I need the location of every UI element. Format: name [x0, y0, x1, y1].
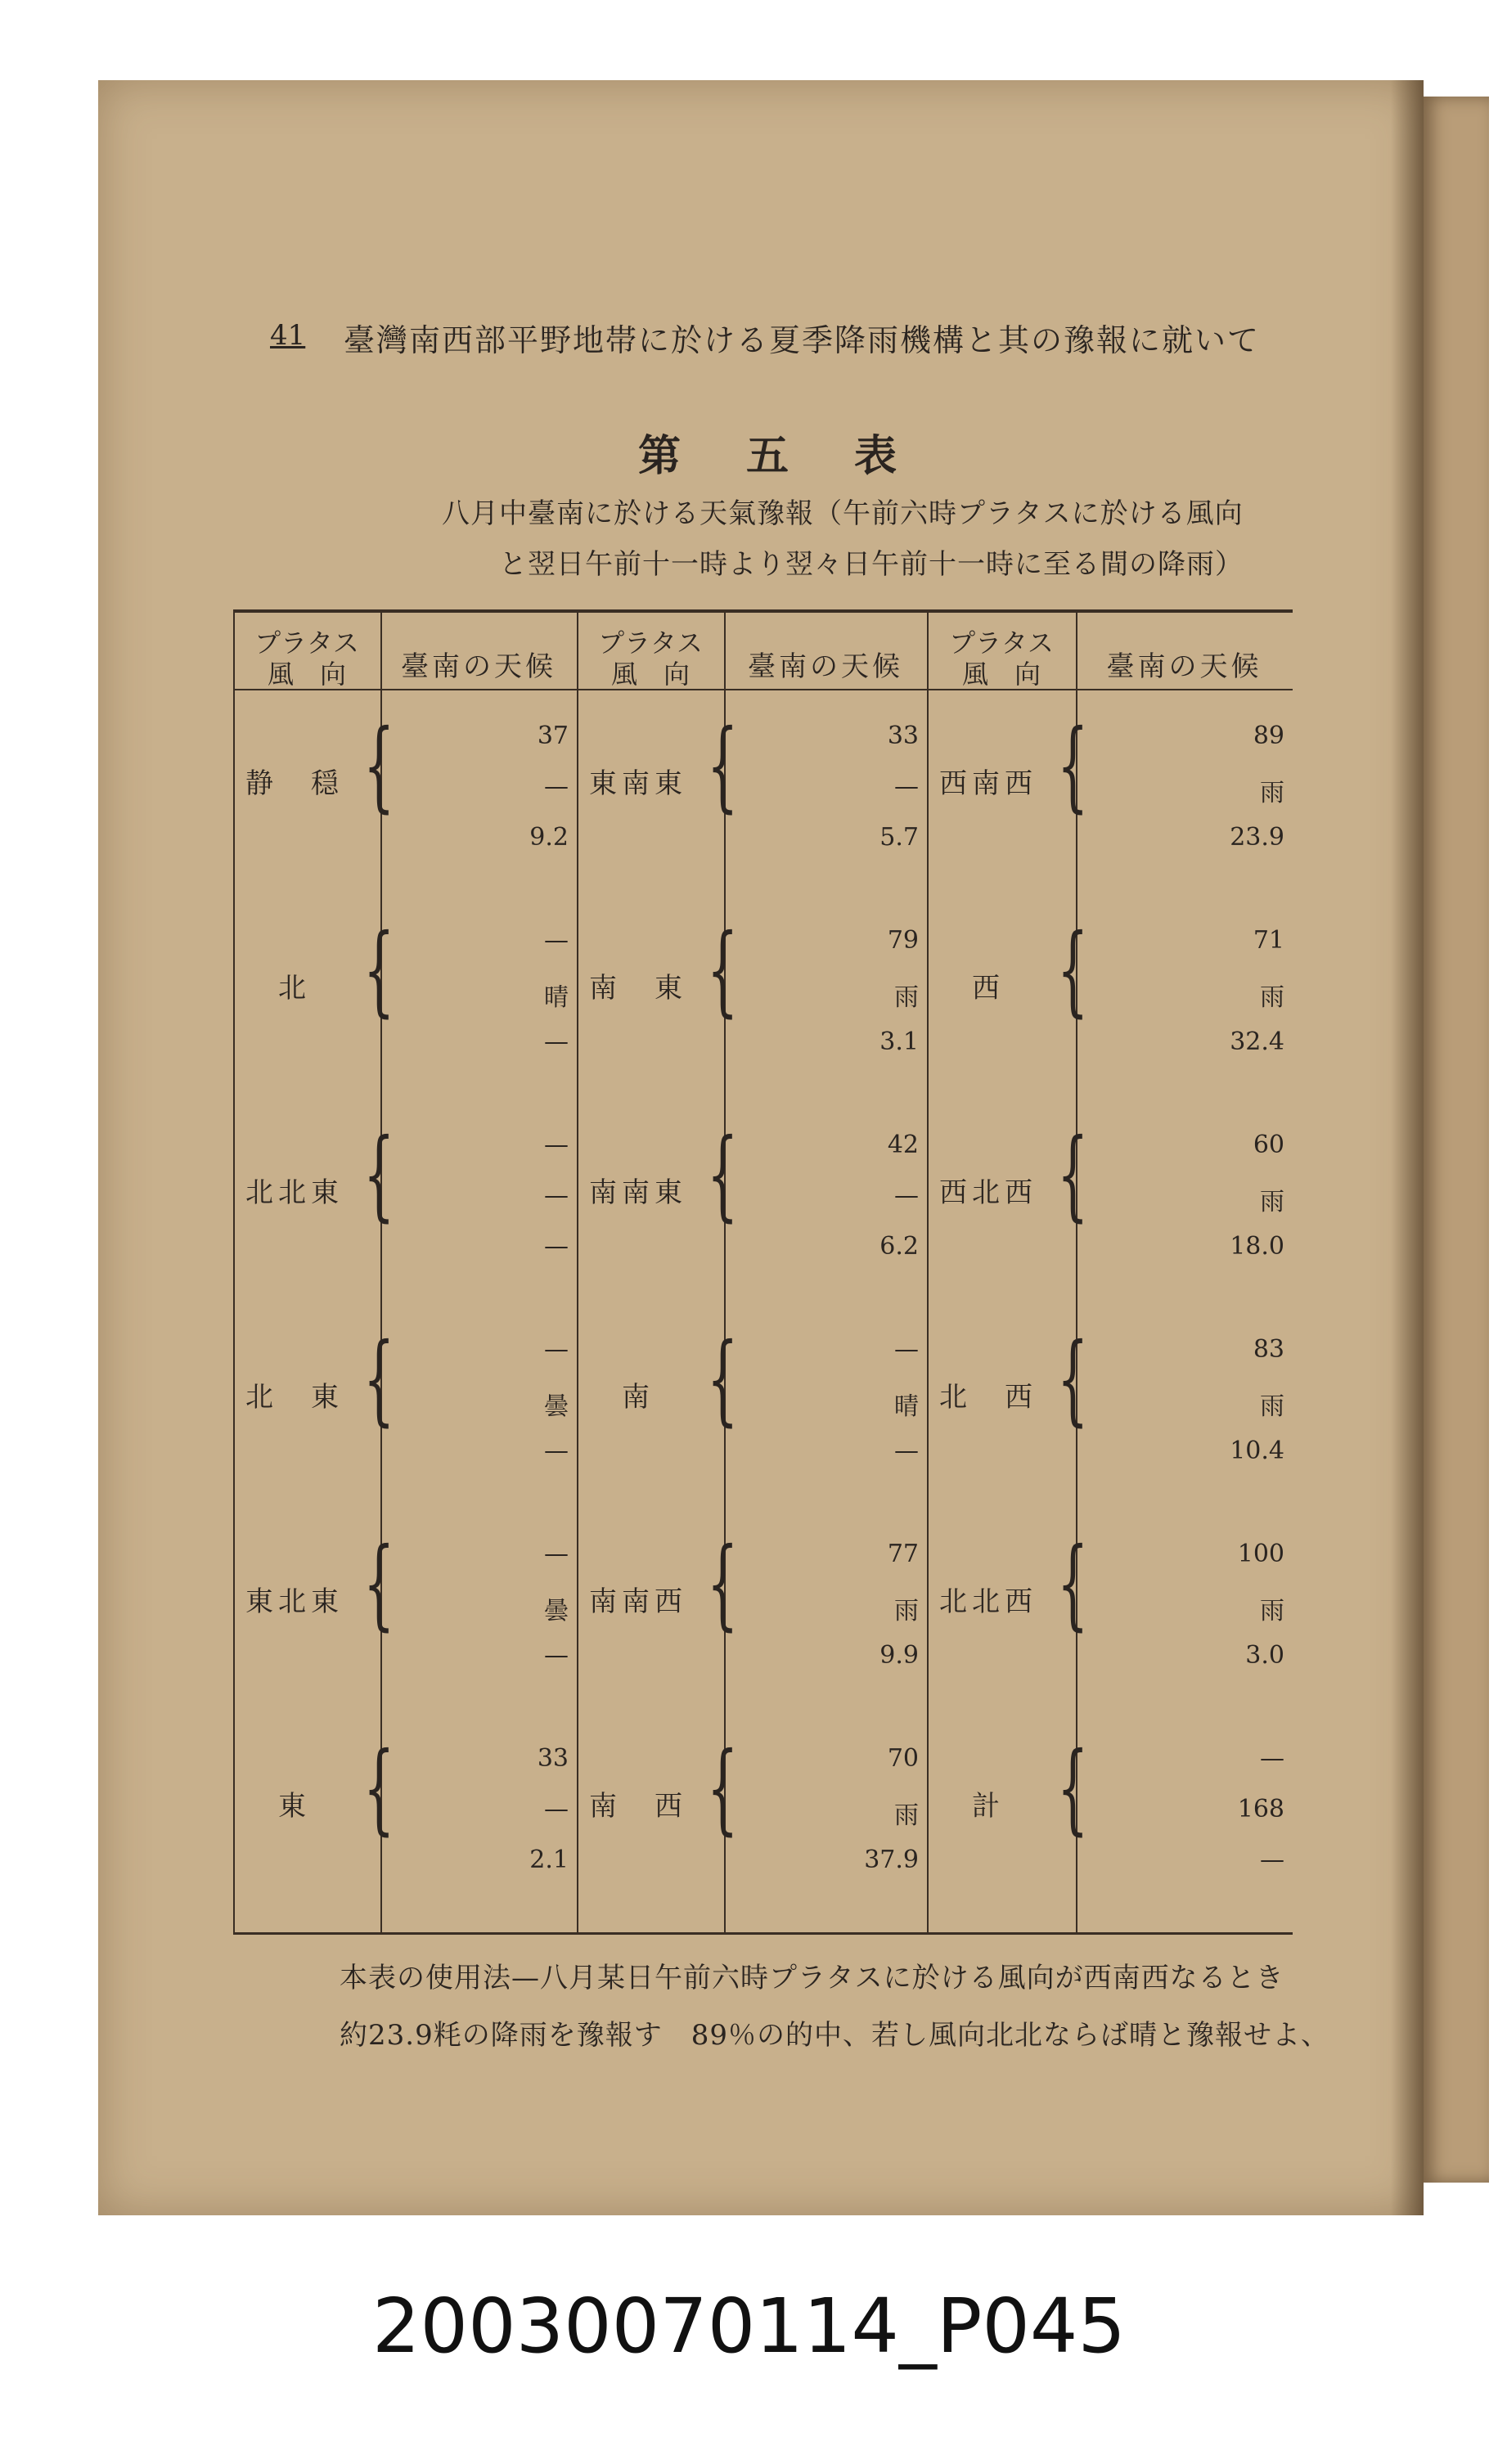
wind-direction: 北北東 — [245, 1176, 344, 1209]
wind-header-top: プラタス — [254, 627, 359, 659]
brace-icon: { — [707, 1527, 739, 1641]
wind-direction: 計 — [972, 1790, 1005, 1823]
weather-value: — — [544, 1641, 569, 1670]
weather-value: — — [544, 1181, 569, 1210]
weather-value: 18.0 — [1230, 1232, 1284, 1261]
brace-icon: { — [363, 1732, 395, 1846]
brace-icon: { — [363, 914, 395, 1027]
weather-value: 70 — [887, 1744, 919, 1773]
brace-icon: { — [1057, 1527, 1089, 1641]
wind-direction: 東北東 — [245, 1585, 344, 1618]
weather-value: 雨 — [1260, 1392, 1284, 1421]
brace-icon: { — [707, 1732, 739, 1846]
brace-icon: { — [707, 1118, 739, 1232]
wind-header — [927, 627, 1076, 690]
wind-header-top: プラタス — [949, 627, 1054, 659]
weather-value: 晴 — [894, 1392, 919, 1421]
weather-value: — — [544, 926, 569, 955]
weather-value: — — [544, 772, 569, 801]
weather-value: 雨 — [1260, 1188, 1284, 1216]
weather-value: 曇 — [544, 1392, 569, 1421]
wind-direction: 北 西 — [939, 1381, 1037, 1414]
weather-value: — — [1260, 1744, 1284, 1773]
weather-value: 42 — [887, 1131, 919, 1159]
usage-note-line2: 約23.9粍の降雨を豫報す 89％の的中、若し風向北北ならば晴と豫報せよ、 — [340, 2019, 1329, 2052]
weather-value: 168 — [1237, 1795, 1284, 1823]
weather-value: 晴 — [544, 983, 569, 1012]
brace-icon: { — [1057, 1118, 1089, 1232]
wind-direction: 西北西 — [939, 1176, 1037, 1209]
weather-value: 3.0 — [1245, 1641, 1284, 1670]
wind-direction: 東南東 — [589, 767, 687, 800]
weather-header: 臺南の天候 — [1106, 650, 1262, 683]
weather-value: — — [544, 1335, 569, 1364]
weather-value: 雨 — [1260, 983, 1284, 1012]
brace-icon: { — [1057, 914, 1089, 1027]
weather-value: — — [894, 1181, 919, 1210]
wind-direction: 北北西 — [939, 1585, 1037, 1618]
weather-value: 9.2 — [529, 823, 569, 852]
weather-value: — — [544, 1795, 569, 1823]
weather-value: 33 — [887, 722, 919, 750]
weather-value: 10.4 — [1230, 1437, 1284, 1465]
weather-value: 37 — [537, 722, 569, 750]
weather-value: 77 — [887, 1540, 919, 1568]
brace-icon: { — [707, 914, 739, 1027]
weather-value: 23.9 — [1230, 823, 1284, 852]
wind-header-top: プラタス — [598, 627, 703, 659]
page-number: 41 — [270, 319, 306, 352]
wind-header-bottom: 風 向 — [267, 659, 346, 690]
weather-value: 雨 — [894, 1801, 919, 1830]
weather-value: 5.7 — [879, 823, 919, 852]
table-subtitle-line2: と翌日午前十一時より翌々日午前十一時に至る間の降雨） — [499, 548, 1244, 581]
wind-direction: 西南西 — [939, 767, 1037, 800]
wind-direction: 南 西 — [589, 1790, 687, 1823]
wind-direction: 北 — [278, 972, 311, 1005]
weather-value: — — [544, 1027, 569, 1056]
weather-value: 曇 — [544, 1597, 569, 1625]
brace-icon: { — [707, 1323, 739, 1437]
weather-value: — — [544, 1232, 569, 1261]
weather-value: 32.4 — [1230, 1027, 1284, 1056]
page-gutter-shadow — [1391, 80, 1424, 2215]
brace-icon: { — [1057, 709, 1089, 823]
wind-direction: 南南東 — [589, 1176, 687, 1209]
weather-value: 37.9 — [864, 1846, 919, 1874]
weather-value: — — [544, 1131, 569, 1159]
wind-direction: 西 — [972, 972, 1005, 1005]
table-left-border — [233, 611, 235, 1932]
wind-header-bottom: 風 向 — [610, 659, 690, 690]
catalog-id: 20030070114_P045 — [372, 2282, 1126, 2370]
weather-value: — — [894, 1437, 919, 1465]
weather-value: — — [894, 1335, 919, 1364]
weather-value: 100 — [1237, 1540, 1284, 1568]
wind-direction: 北 東 — [245, 1381, 344, 1414]
weather-value: 83 — [1253, 1335, 1284, 1364]
wind-direction: 南 東 — [589, 972, 687, 1005]
weather-value: 3.1 — [879, 1027, 919, 1056]
brace-icon: { — [363, 1118, 395, 1232]
brace-icon: { — [363, 1323, 395, 1437]
wind-direction: 静 穏 — [245, 767, 344, 800]
col-divider — [927, 611, 929, 1932]
weather-value: 71 — [1253, 926, 1284, 955]
running-title: 臺灣南西部平野地帯に於ける夏季降雨機構と其の豫報に就いて — [344, 322, 1261, 358]
weather-value: 89 — [1253, 722, 1284, 750]
table-title: 第五表 — [638, 431, 963, 481]
wind-direction: 東 — [278, 1790, 311, 1823]
weather-value: — — [894, 772, 919, 801]
col-divider — [577, 611, 578, 1932]
brace-icon: { — [1057, 1323, 1089, 1437]
weather-value: 雨 — [894, 1597, 919, 1625]
weather-header: 臺南の天候 — [748, 650, 903, 683]
weather-value: 79 — [887, 926, 919, 955]
usage-note-line1: 本表の使用法—八月某日午前六時プラタスに於ける風向が西南西なるとき — [340, 1962, 1284, 1994]
weather-value: 2.1 — [529, 1846, 569, 1874]
brace-icon: { — [1057, 1732, 1089, 1846]
weather-value: 33 — [537, 1744, 569, 1773]
forecast-table — [233, 609, 1293, 1935]
brace-icon: { — [707, 709, 739, 823]
weather-value: 雨 — [894, 983, 919, 1012]
weather-value: 6.2 — [879, 1232, 919, 1261]
header-rule — [233, 689, 1293, 690]
weather-value: — — [544, 1540, 569, 1568]
table-subtitle-line1: 八月中臺南に於ける天氣豫報（午前六時プラタスに於ける風向 — [442, 497, 1244, 530]
weather-value: 9.9 — [879, 1641, 919, 1670]
wind-header — [233, 627, 380, 690]
table-top-rule — [233, 611, 1293, 613]
weather-value: 雨 — [1260, 779, 1284, 807]
wind-header-bottom: 風 向 — [961, 659, 1041, 690]
weather-value: — — [544, 1437, 569, 1465]
weather-header: 臺南の天候 — [401, 650, 556, 683]
adjacent-page-edge — [1424, 97, 1489, 2183]
wind-header — [577, 627, 724, 690]
wind-direction: 南南西 — [589, 1585, 687, 1618]
weather-value: 雨 — [1260, 1597, 1284, 1625]
weather-value: — — [1260, 1846, 1284, 1874]
brace-icon: { — [363, 1527, 395, 1641]
wind-direction: 南 — [622, 1381, 655, 1414]
brace-icon: { — [363, 709, 395, 823]
weather-value: 60 — [1253, 1131, 1284, 1159]
